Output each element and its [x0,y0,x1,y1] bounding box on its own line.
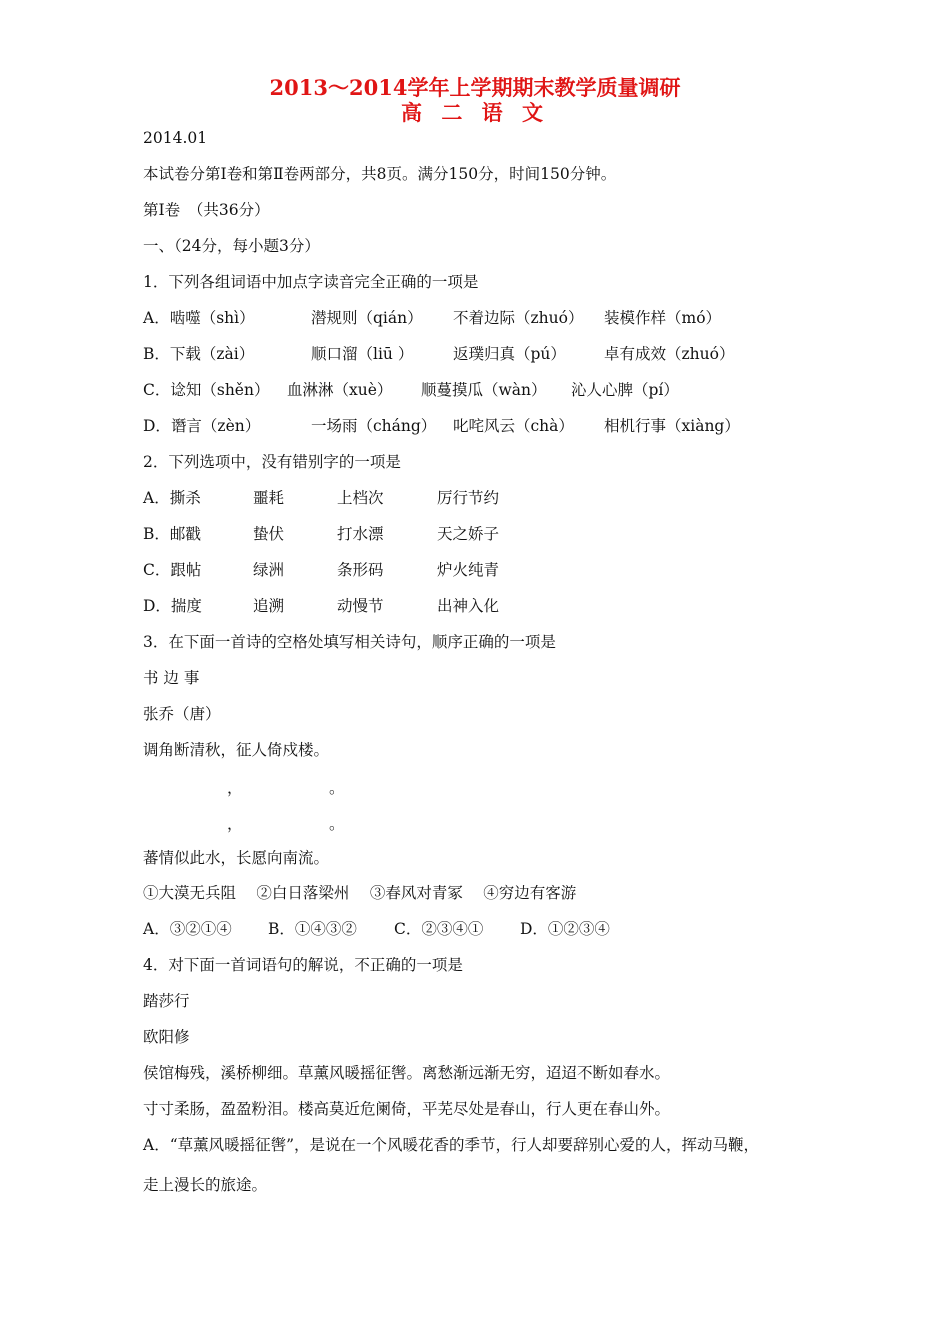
q2-option-cell: 追溯 [253,597,285,615]
q1-option-cell: B．下载（zài） [143,345,255,363]
q1-option-cell: C．谂知（shěn） [143,381,270,399]
exam-title: 2013～2014学年上学期期末教学质量调研 [269,75,681,100]
q2-option-cell: 动慢节 [337,597,384,615]
q1-option-cell: 血淋淋（xuè） [287,381,393,399]
poem-line: 蕃情似此水，长愿向南流。 [143,849,330,867]
exam-subtitle: 高 二 语 文 [401,100,549,125]
q1-option-cell: 卓有成效（zhuó） [604,345,735,363]
q2-option-cell: D．揣度 [143,597,202,615]
question-2: 2．下列选项中，没有错别字的一项是 [143,453,401,471]
poem-line: 调角断清秋，征人倚戍楼。 [143,741,330,759]
q1-option-cell: 相机行事（xiàng） [604,417,740,435]
ci-line: 侯馆梅残，溪桥柳细。草薰风暖摇征辔。离愁渐远渐无穷，迢迢不断如春水。 [143,1064,671,1082]
q2-option-cell: 天之娇子 [437,525,500,543]
q2-option-cell: 打水漂 [337,525,384,543]
blank-comma: ， [227,815,243,833]
q1-option-cell: D．谮言（zèn） [143,417,261,435]
q1-option-cell: 返璞归真（pú） [453,345,566,363]
q2-option-cell: 出神入化 [437,597,500,615]
q3-items: ①大漠无兵阻 ②白日落梁州 ③春风对青冢 ④穷边有客游 [143,884,577,902]
part-heading: 第Ⅰ卷 （共36分） [143,201,270,219]
q1-option-cell: 装模作样（mó） [604,309,722,327]
ci-line: 寸寸柔肠，盈盈粉泪。楼高莫近危阑倚，平芜尽处是春山，行人更在春山外。 [143,1100,671,1118]
exam-intro: 本试卷分第Ⅰ卷和第Ⅱ卷两部分，共8页。满分150分，时间150分钟。 [143,165,617,183]
q2-option-cell: 绿洲 [253,561,285,579]
q3-answer: C．②③④① [394,920,484,938]
q4-option-a: A．“草薰风暖摇征辔”，是说在一个风暖花香的季节，行人却要辞别心爱的人，挥动马鞭， [143,1136,760,1154]
q3-answer: D．①②③④ [520,920,610,938]
q1-option-cell: A．啮噬（shì） [143,309,255,327]
q4-option-a-continued: 走上漫长的旅途。 [143,1176,268,1194]
ci-title: 踏莎行 [143,992,190,1010]
blank-period: 。 [329,779,345,797]
q3-answer: A．③②①④ [143,920,232,938]
blank-period: 。 [329,815,345,833]
q1-option-cell: 沁人心脾（pí） [571,381,679,399]
ci-author: 欧阳修 [143,1028,190,1046]
q1-option-cell: 潜规则（qián） [311,309,423,327]
q1-option-cell: 一场雨（cháng） [311,417,437,435]
q2-option-cell: C．跟帖 [143,561,202,579]
q2-option-cell: 噩耗 [253,489,285,507]
question-1: 1．下列各组词语中加点字读音完全正确的一项是 [143,273,479,291]
q2-option-cell: A．撕杀 [143,489,201,507]
poem-author: 张乔（唐） [143,705,221,723]
q2-option-cell: 蛰伏 [253,525,285,543]
q1-option-cell: 不着边际（zhuó） [453,309,584,327]
question-3: 3．在下面一首诗的空格处填写相关诗句，顺序正确的一项是 [143,633,556,651]
q1-option-cell: 叱咤风云（chà） [453,417,574,435]
q2-option-cell: 上档次 [337,489,384,507]
blank-comma: ， [227,779,243,797]
q2-option-cell: 厉行节约 [437,489,500,507]
q1-option-cell: 顺口溜（liū ） [311,345,414,363]
q2-option-cell: 条形码 [337,561,384,579]
q2-option-cell: 炉火纯青 [437,561,500,579]
q2-option-cell: B．邮戳 [143,525,201,543]
poem-title: 书 边 事 [143,669,200,687]
q1-option-cell: 顺蔓摸瓜（wàn） [421,381,547,399]
question-4: 4．对下面一首词语句的解说，不正确的一项是 [143,956,463,974]
q3-answer: B．①④③② [268,920,357,938]
exam-date: 2014.01 [143,129,208,147]
section-heading: 一、（24分，每小题3分） [143,237,320,255]
